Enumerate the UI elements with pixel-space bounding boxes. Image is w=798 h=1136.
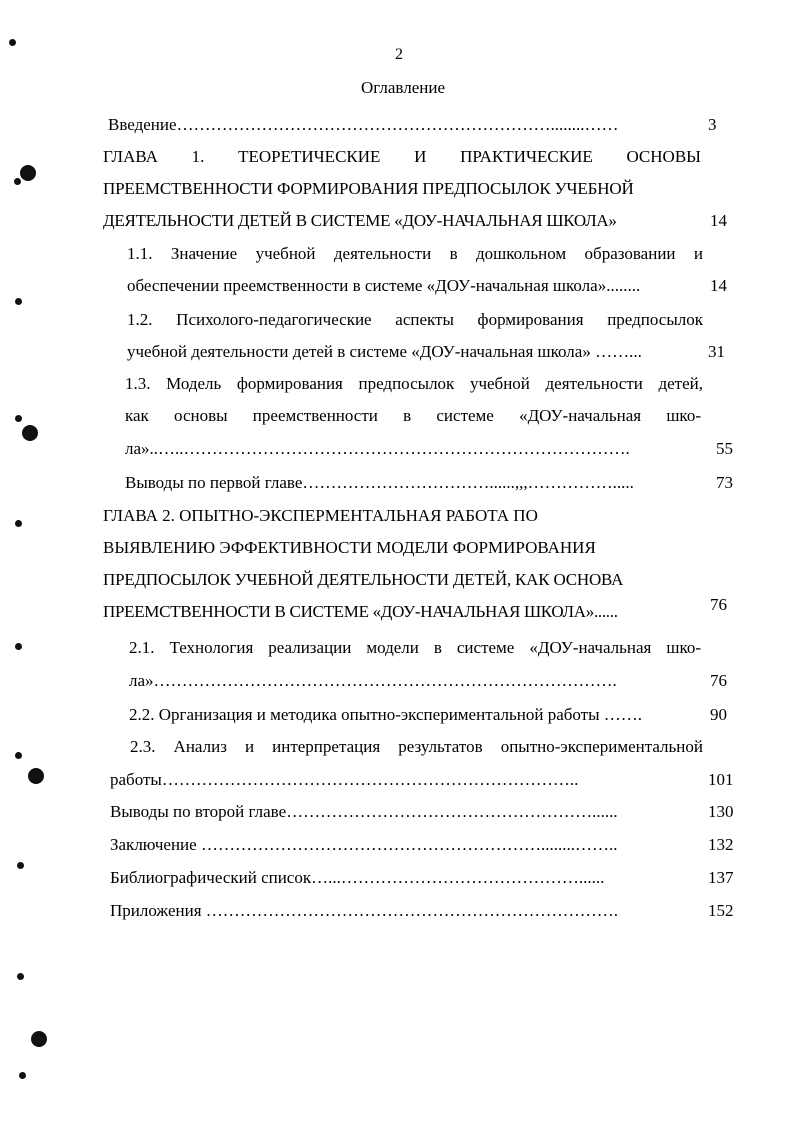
toc-chapter2-line1: ГЛАВА 2. ОПЫТНО-ЭКСПЕРМЕНТАЛЬНАЯ РАБОТА ПО [103,506,538,525]
toc-s1-3-page: 55 [716,439,733,458]
toc-title: Оглавление [361,78,445,97]
binder-hole-mark [20,165,36,181]
toc-s1-2-page: 31 [708,342,725,361]
toc-conclusion2-page: 130 [708,802,734,821]
toc-intro-label: Введение…………………………………………………………........…… [108,115,619,134]
binder-hole-mark [15,415,22,422]
binder-hole-mark [15,643,22,650]
toc-s2-1-page: 76 [710,671,727,690]
toc-s2-1-line2: ла»………………………………………………………………………. [129,671,617,690]
binder-hole-mark [31,1031,47,1047]
binder-hole-mark [9,39,16,46]
binder-hole-mark [22,425,38,441]
binder-hole-mark [28,768,44,784]
toc-s2-1-line1: 2.1. Технология реализации модели в системе «ДОУ-начальная шко- [129,638,701,657]
toc-appendix-page: 152 [708,901,734,920]
binder-hole-mark [14,178,21,185]
binder-hole-mark [15,298,22,305]
binder-hole-mark [15,520,22,527]
binder-hole-mark [15,752,22,759]
toc-chapter2-line3: ПРЕДПОСЫЛОК УЧЕБНОЙ ДЕЯТЕЛЬНОСТИ ДЕТЕЙ, КАК ОСНОВА [103,570,624,589]
toc-summary-label: Заключение ……………………………………………………........…….. [110,835,618,854]
toc-chapter2-page: 76 [710,595,727,614]
toc-s1-1-page: 14 [710,276,727,295]
toc-conclusion2-label: Выводы по второй главе………………………………………………...... [110,802,618,821]
binder-hole-mark [17,973,24,980]
toc-chapter1-page: 14 [710,211,727,230]
toc-s1-1-line2: обеспечении преемственности в системе «ДОУ-начальная школа»........ [127,276,641,295]
toc-appendix-label: Приложения ………………………………………………………………. [110,901,619,920]
toc-s1-3-line1: 1.3. Модель формирования предпосылок учебной деятельности детей, [125,374,703,393]
binder-hole-mark [19,1072,26,1079]
toc-s2-3-page: 101 [708,770,734,789]
toc-bibliography-page: 137 [708,868,734,887]
toc-summary-page: 132 [708,835,734,854]
toc-conclusion1-page: 73 [716,473,733,492]
toc-s2-3-line1: 2.3. Анализ и интерпретация результатов опытно-экспериментальной [130,737,703,756]
binder-hole-mark [17,862,24,869]
toc-chapter1-line3: ДЕЯТЕЛЬНОСТИ ДЕТЕЙ В СИСТЕМЕ «ДОУ-НАЧАЛЬНАЯ ШКОЛА» [103,211,617,230]
toc-s2-3-line2: работы……………………………………………………………….. [110,770,579,789]
toc-intro-page: 3 [708,115,717,134]
toc-s1-1-line1: 1.1. Значение учебной деятельности в дошкольном образовании и [127,244,703,263]
toc-s2-2-label: 2.2. Организация и методика опытно-экспериментальной работы ……. [129,705,643,724]
toc-chapter1-line1: ГЛАВА 1. ТЕОРЕТИЧЕСКИЕ И ПРАКТИЧЕСКИЕ ОСНОВЫ [103,147,701,166]
toc-s1-2-line1: 1.2. Психолого-педагогические аспекты формирования предпосылок [127,310,703,329]
toc-bibliography-label: Библиографический список…...……………………………………...... [110,868,605,887]
toc-chapter2-line2: ВЫЯВЛЕНИЮ ЭФФЕКТИВНОСТИ МОДЕЛИ ФОРМИРОВАНИЯ [103,538,596,557]
toc-s1-2-line2: учебной деятельности детей в системе «ДОУ-начальная школа» ……... [127,342,642,361]
toc-chapter1-line2: ПРЕЕМСТВЕННОСТИ ФОРМИРОВАНИЯ ПРЕДПОСЫЛОК УЧЕБНОЙ [103,179,634,198]
toc-s1-3-line3: ла»..…..……………………………………………………………………. [125,439,630,458]
toc-conclusion1-label: Выводы по первой главе……………………………......,,,……………..... [125,473,634,492]
toc-chapter2-line4: ПРЕЕМСТВЕННОСТИ В СИСТЕМЕ «ДОУ-НАЧАЛЬНАЯ ШКОЛА»...... [103,602,618,621]
toc-s1-3-line2: как основы преемственности в системе «ДОУ-начальная шко- [125,406,701,425]
toc-s2-2-page: 90 [710,705,727,724]
page-number: 2 [395,46,403,63]
